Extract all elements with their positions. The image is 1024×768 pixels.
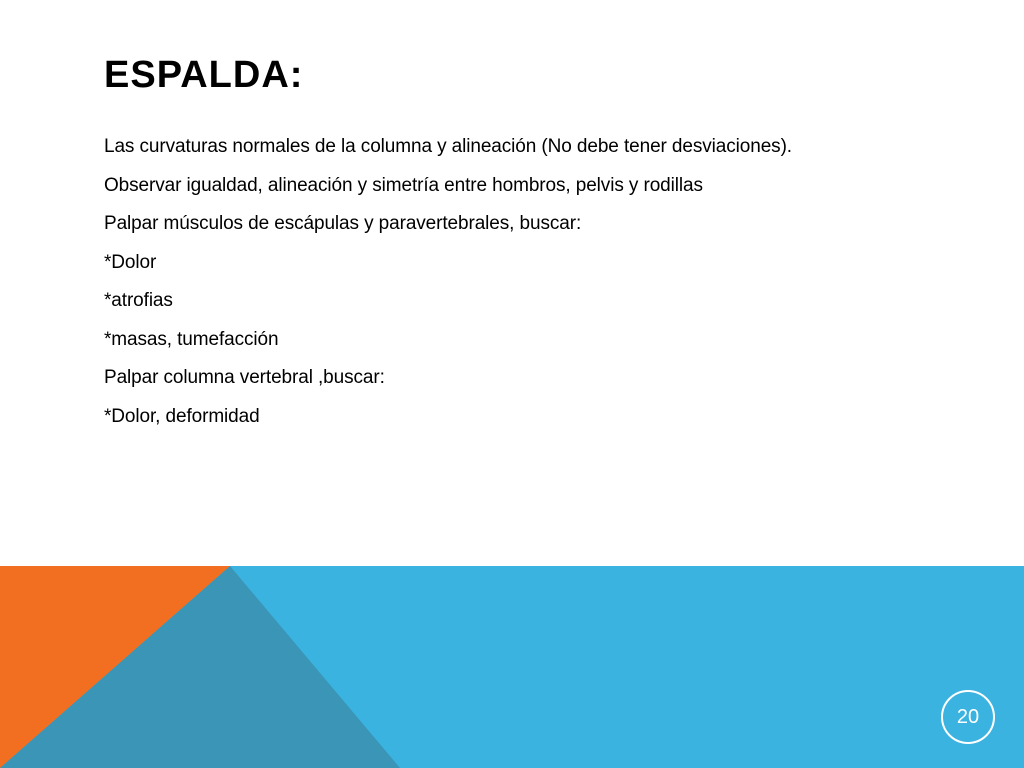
body-line: *Dolor, deformidad xyxy=(104,405,260,427)
body-line: *Dolor xyxy=(104,251,157,273)
body-line: Observar igualdad, alineación y simetría entre hombros, pelvis y rodillas xyxy=(104,174,703,196)
footer-decoration xyxy=(0,566,1024,768)
page-number-badge: 20 xyxy=(941,690,995,744)
slide-title: ESPALDA: xyxy=(104,54,304,96)
body-line: Palpar músculos de escápulas y paravertebrales, buscar: xyxy=(104,213,582,234)
body-line: *masas, tumefacción xyxy=(104,328,279,350)
body-line: Palpar columna vertebral ,buscar: xyxy=(104,367,385,388)
body-line: *atrofias xyxy=(104,290,173,311)
slide-body xyxy=(104,128,964,436)
body-line: Las curvaturas normales de la columna y alineación (No debe tener desviaciones). xyxy=(104,136,792,157)
